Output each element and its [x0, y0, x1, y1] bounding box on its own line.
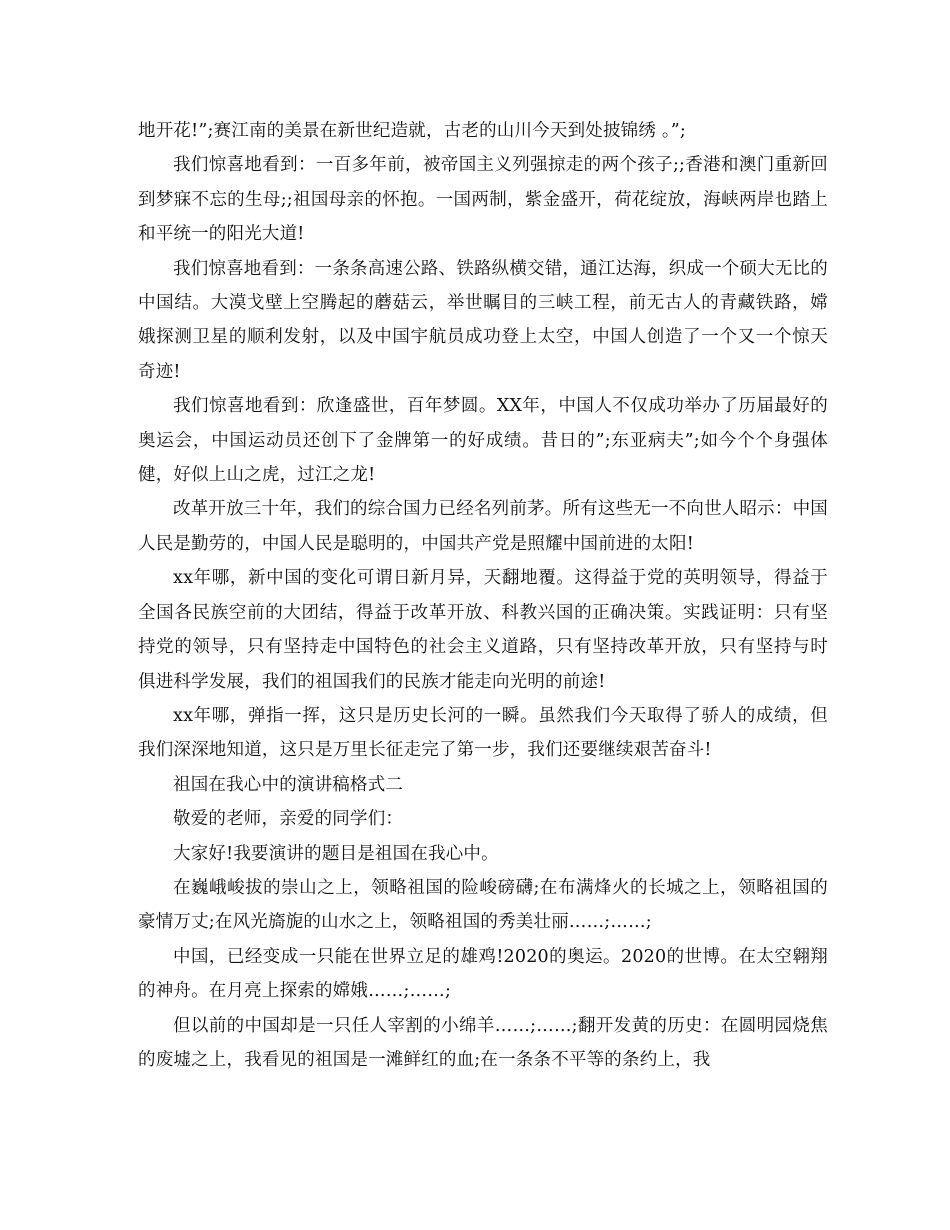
paragraph-leadership: xx年哪，新中国的变化可谓日新月异，天翻地覆。这得益于党的英明领导，得益于全国各民族空前的大团结，得益于改革开放、科教兴国的正确决策。实践证明：只有坚持党的领导，只有坚持走中国特色的社会主义道路，只有坚持改革开放，只有坚持与时俱进科学发展，我们的祖国我们的民族才能走向光明的前途! — [138, 568, 828, 692]
paragraph-reform: 改革开放三十年，我们的综合国力已经名列前茅。所有这些无一不向世人昭示：中国人民是勤劳的，中国人民是聪明的，中国共产党是照耀中国前进的太阳! — [138, 499, 828, 554]
document-page — [138, 114, 828, 1077]
paragraph-mountains: 在巍峨峻拔的崇山之上，领略祖国的险峻磅礴;在布满烽火的长城之上，领略祖国的豪情万丈;在风光旖旎的山水之上，领略祖国的秀美壮丽……;……; — [138, 877, 828, 933]
paragraph-hong-kong-macau: 我们惊喜地看到：一百多年前，被帝国主义列强掠走的两个孩子;;香港和澳门重新回到梦寐不忘的生母;;祖国母亲的怀抱。一国两制，紫金盛开，荷花绽放，海峡两岸也踏上和平统一的阳光大道! — [138, 155, 828, 245]
paragraph-olympics: 我们惊喜地看到：欣逢盛世，百年梦圆。XX年，中国人不仅成功举办了历届最好的奥运会，中国运动员还创下了金牌第一的好成绩。昔日的”;东亚病夫”;如今个个身强体健，好似上山之虎，过江之龙! — [138, 396, 828, 486]
section-heading: 祖国在我心中的演讲稿格式二 — [173, 774, 404, 795]
paragraph-history-moment: xx年哪，弹指一挥，这只是历史长河的一瞬。虽然我们今天取得了骄人的成绩，但我们深深地知道，这只是万里长征走完了第一步，我们还要继续艰苦奋斗! — [138, 705, 828, 761]
paragraph-past: 但以前的中国却是一只任人宰割的小绵羊……;……;翻开发黄的历史：在圆明园烧焦的废墟之上，我看见的祖国是一滩鲜红的血;在一条条不平等的条约上，我 — [138, 1015, 828, 1070]
paragraph-continued: 地开花!”;赛江南的美景在新世纪造就，古老的山川今天到处披锦绣 。”; — [138, 121, 687, 141]
salutation: 敬爱的老师，亲爱的同学们： — [173, 809, 404, 830]
greeting: 大家好!我要演讲的题目是祖国在我心中。 — [173, 843, 499, 864]
paragraph-rooster: 中国，已经变成一只能在世界立足的雄鸡!2020的奥运。2020的世博。在太空翱翔的神舟。在月亮上探索的嫦娥……;……; — [138, 946, 828, 1002]
paragraph-infrastructure: 我们惊喜地看到：一条条高速公路、铁路纵横交错，通江达海，织成一个硕大无比的中国结。大漠戈壁上空腾起的蘑菇云，举世瞩目的三峡工程，前无古人的青藏铁路，嫦娥探测卫星的顺利发射，以及中国宇航员成功登上太空，中国人创造了一个又一个惊天奇迹! — [138, 258, 828, 382]
